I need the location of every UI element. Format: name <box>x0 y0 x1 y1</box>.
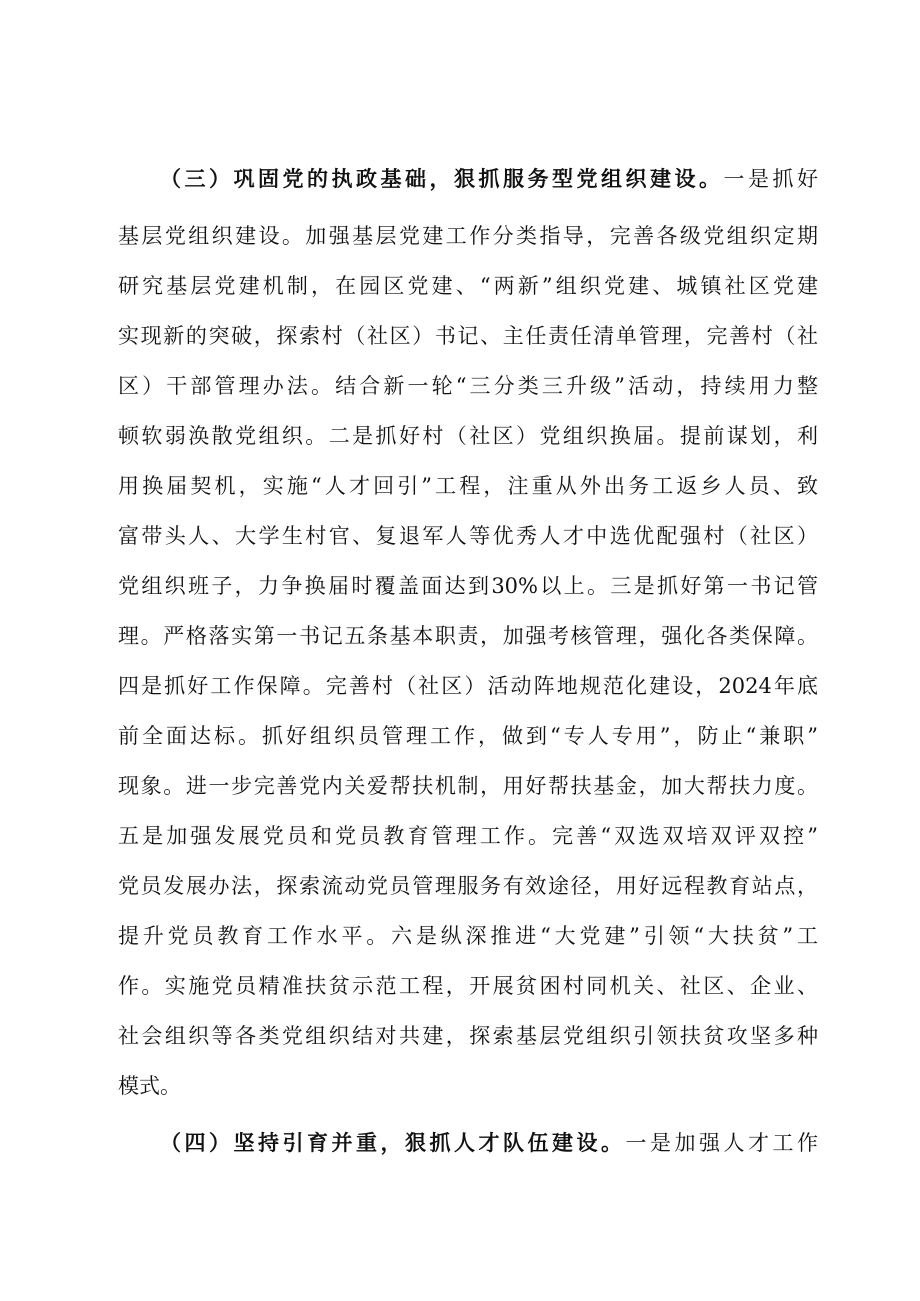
paragraph-3-line-16: 提升党员教育工作水平。六是纵深推进“大党建”引领“大扶贫”工 <box>118 924 818 948</box>
paragraph-3-line-4: 实现新的突破，探索村（社区）书记、主任责任清单管理，完善村（社 <box>118 324 818 348</box>
section-4-heading: （四）坚持引育并重，狠抓人才队伍建设。 <box>160 1130 626 1155</box>
paragraph-4-line-1 <box>160 1123 818 1163</box>
paragraph-3-line-17: 作。实施党员精准扶贫示范工程，开展贫困村同机关、社区、企业、 <box>118 974 818 998</box>
section-3-heading: （三）巩固党的执政基础，狠抓服务型党组织建设。 <box>160 166 724 191</box>
paragraph-3-line-5: 区）干部管理办法。结合新一轮“三分类三升级”活动，持续用力整 <box>118 374 818 398</box>
section-3-line-1-rest: 一是抓好 <box>723 167 818 191</box>
paragraph-3-line-14: 五是加强发展党员和党员教育管理工作。完善“双选双培双评双控” <box>118 824 818 848</box>
paragraph-3-line-19: 模式。 <box>118 1074 181 1098</box>
paragraph-3-line-15: 党员发展办法，探索流动党员管理服务有效途径，用好远程教育站点， <box>118 874 818 898</box>
paragraph-3-line-2: 基层党组织建设。加强基层党建工作分类指导，完善各级党组织定期 <box>118 224 818 248</box>
paragraph-3-line-18: 社会组织等各类党组织结对共建，探索基层党组织引领扶贫攻坚多种 <box>118 1024 818 1048</box>
paragraph-3-line-10: 理。严格落实第一书记五条基本职责，加强考核管理，强化各类保障。 <box>118 624 818 648</box>
paragraph-3-line-3: 研究基层党建机制，在园区党建、“两新”组织党建、城镇社区党建 <box>118 274 818 298</box>
paragraph-3-line-12: 前全面达标。抓好组织员管理工作，做到“专人专用”，防止“兼职” <box>118 724 818 748</box>
paragraph-3-line-9: 党组织班子，力争换届时覆盖面达到30%以上。三是抓好第一书记管 <box>118 574 818 598</box>
paragraph-3-line-7: 用换届契机，实施“人才回引”工程，注重从外出务工返乡人员、致 <box>118 474 818 498</box>
paragraph-3-line-1 <box>160 159 818 199</box>
paragraph-3-line-11: 四是抓好工作保障。完善村（社区）活动阵地规范化建设，2024年底 <box>118 674 818 698</box>
paragraph-3-line-13: 现象。进一步完善党内关爱帮扶机制，用好帮扶基金，加大帮扶力度。 <box>118 774 818 798</box>
section-4-line-1-rest: 一是加强人才工作 <box>625 1131 818 1155</box>
paragraph-3-line-8: 富带头人、大学生村官、复退军人等优秀人才中选优配强村（社区） <box>118 524 818 548</box>
paragraph-3-line-6: 顿软弱涣散党组织。二是抓好村（社区）党组织换届。提前谋划，利 <box>118 424 818 448</box>
